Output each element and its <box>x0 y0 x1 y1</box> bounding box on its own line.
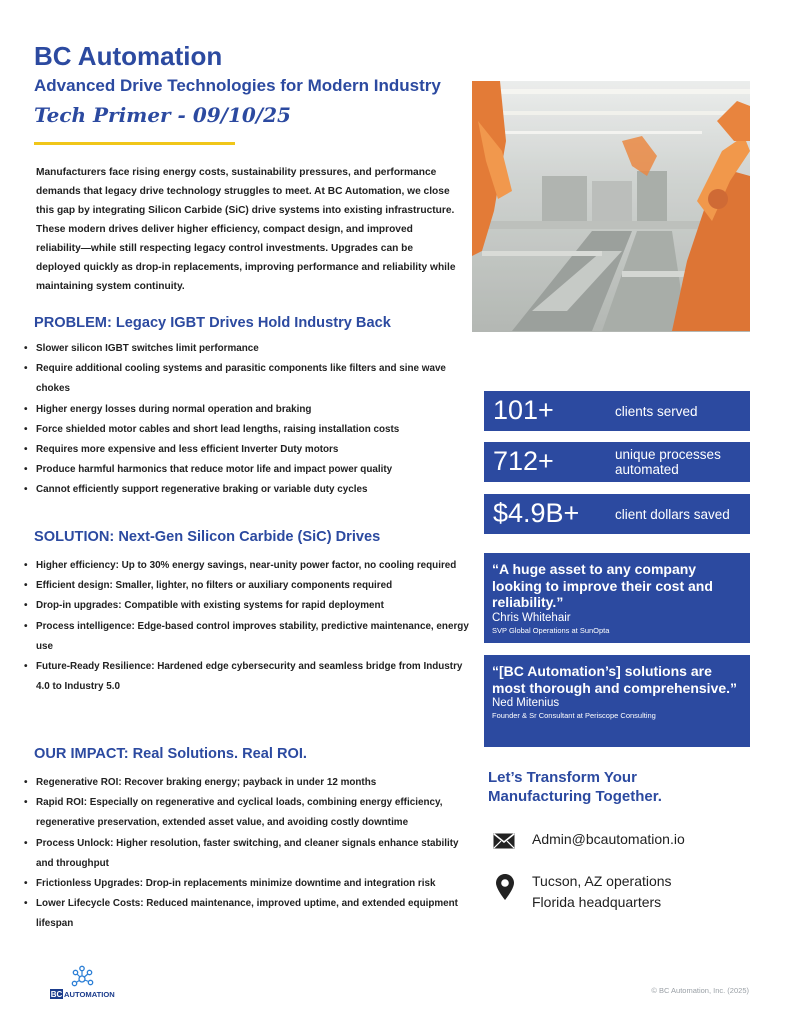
list-item: • Drop-in upgrades: Compatible with existing systems for rapid deployment <box>22 596 470 616</box>
testimonial-card <box>484 553 750 643</box>
list-item: • Require additional cooling systems and parasitic components like filters and sine wave chokes <box>22 359 470 399</box>
list-item: • Higher energy losses during normal operation and braking <box>22 400 470 420</box>
stat-value: 712+ <box>493 446 554 476</box>
list-item: • Frictionless Upgrades: Drop-in replacements minimize downtime and integration risk <box>22 874 470 894</box>
testimonial-author: Ned Mitenius <box>492 697 560 709</box>
stat-value: $4.9B+ <box>493 498 580 528</box>
contact-email[interactable]: Admin@bcautomation.io <box>532 831 685 847</box>
list-item: • Slower silicon IGBT switches limit performance <box>22 339 470 359</box>
stat-value: 101+ <box>493 395 554 425</box>
intro-paragraph: Manufacturers face rising energy costs, sustainability pressures, and performance demands that legacy drive technology struggles to meet. At BC Automation, we close this gap by integrating Silicon Carbide (SiC) drive systems into existing infrastructure. These modern drives deliver higher efficiency, compact design, and improved reliability—while still respecting legacy control investments. Upgrades can be deployed quickly as drop-in replacements, improving performance and reliability while maintaining system continuity. <box>36 167 456 292</box>
testimonial-author: Chris Whitehair <box>492 611 571 624</box>
testimonial-text: “[BC Automation’s] solutions are most thorough and comprehensive.” <box>492 663 738 696</box>
contact-location-ops: Tucson, AZ operations <box>532 873 672 889</box>
contact-location-hq: Florida headquarters <box>532 894 662 910</box>
problem-heading: PROBLEM: Legacy IGBT Drives Hold Industry Back <box>34 315 391 331</box>
solution-list <box>22 556 470 697</box>
title-underline <box>34 142 235 145</box>
list-item: • Requires more expensive and less efficient Inverter Duty motors <box>22 440 470 460</box>
testimonial-card <box>484 655 750 747</box>
list-item: • Force shielded motor cables and short lead lengths, raising installation costs <box>22 420 470 440</box>
stat-label: unique processes automated <box>615 447 721 477</box>
brand-title: BC Automation <box>34 41 223 71</box>
svg-text:BC: BC <box>50 990 63 999</box>
testimonial-role: Founder & Sr Consultant at Periscope Consulting <box>492 711 656 720</box>
stat-label: client dollars saved <box>615 506 730 522</box>
impact-list <box>22 773 470 935</box>
stat-dollars <box>484 494 750 534</box>
primer-title: Tech Primer - 09/10/25 <box>34 103 291 127</box>
testimonial-role: SVP Global Operations at SunOpta <box>492 625 610 635</box>
list-item: • Future-Ready Resilience: Hardened edge cybersecurity and seamless bridge from Industry 4.0 to Industry 5.0 <box>22 657 470 697</box>
stat-processes <box>484 442 750 482</box>
list-item: • Regenerative ROI: Recover braking energy; payback in under 12 months <box>22 773 470 793</box>
list-item: • Process Unlock: Higher resolution, faster switching, and cleaner signals enhance stability and throughput <box>22 834 470 874</box>
svg-text:AUTOMATION: AUTOMATION <box>64 990 115 999</box>
list-item: • Produce harmful harmonics that reduce motor life and impact power quality <box>22 460 470 480</box>
list-item: • Cannot efficiently support regenerative braking or variable duty cycles <box>22 480 470 500</box>
mail-icon <box>493 833 515 854</box>
bc-automation-logo <box>48 965 120 1001</box>
factory-robot-photo <box>472 81 750 332</box>
tagline: Advanced Drive Technologies for Modern Industry <box>34 76 441 95</box>
list-item: • Higher efficiency: Up to 30% energy savings, near-unity power factor, no cooling required <box>22 556 470 576</box>
testimonial-text: “A huge asset to any company looking to improve their cost and reliability.” <box>492 561 713 610</box>
location-pin-icon <box>496 874 514 905</box>
list-item: • Lower Lifecycle Costs: Reduced maintenance, improved uptime, and extended equipment lifespan <box>22 894 470 934</box>
impact-heading: OUR IMPACT: Real Solutions. Real ROI. <box>34 746 307 762</box>
problem-list <box>22 339 470 501</box>
stat-label: clients served <box>615 403 698 419</box>
cta-heading: Let’s Transform Your Manufacturing Together. <box>488 769 662 805</box>
list-item: • Process intelligence: Edge-based control improves stability, predictive maintenance, energy use <box>22 617 470 657</box>
stat-clients <box>484 391 750 431</box>
copyright-notice: © BC Automation, Inc. (2025) <box>651 986 749 995</box>
solution-heading: SOLUTION: Next-Gen Silicon Carbide (SiC) Drives <box>34 529 381 545</box>
list-item: • Efficient design: Smaller, lighter, no filters or auxiliary components required <box>22 576 470 596</box>
list-item: • Rapid ROI: Especially on regenerative and cyclical loads, combining energy efficiency, regenerative preservation, extended asset value, and avoiding costly downtime <box>22 793 470 833</box>
